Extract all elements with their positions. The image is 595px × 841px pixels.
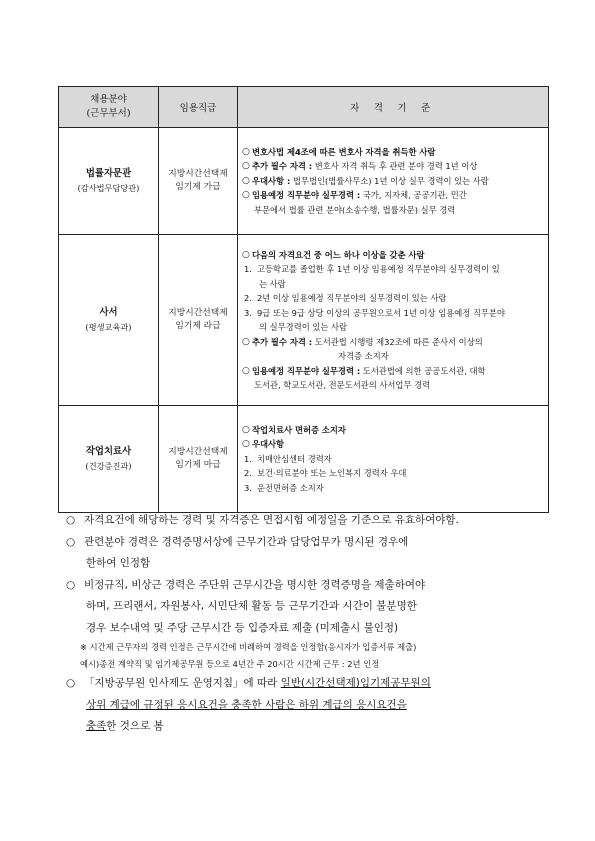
qualification-cell bbox=[238, 235, 549, 406]
table-row bbox=[59, 406, 549, 513]
circle-bullet-icon: ○ bbox=[66, 535, 76, 548]
qualification-item bbox=[242, 188, 546, 203]
numbered-item-continuation: 는 사람 bbox=[259, 278, 286, 289]
qualification-table bbox=[58, 86, 549, 513]
note-text: 자격요건에 해당하는 경력 및 자격증은 면접시험 예정일을 기준으로 유효하여야함. bbox=[84, 514, 459, 526]
qualification-continuation: 부문에서 법률 관련 분야(소송수행, 법률자문) 실무 경력 bbox=[254, 204, 456, 215]
qualification-item bbox=[242, 174, 546, 189]
circle-bullet-icon: ○ bbox=[242, 439, 250, 450]
circle-bullet-icon: ○ bbox=[242, 161, 250, 172]
circle-bullet-icon: ○ bbox=[242, 249, 250, 260]
note-text: 「지방공무원 인사제도 운영지침」에 따라 일반(시간선택제)임기제공무원의 bbox=[84, 677, 431, 689]
table-row bbox=[59, 235, 549, 406]
circle-bullet-icon: ○ bbox=[242, 146, 250, 157]
qualification-text: 임용예정 직무분야 실무경력 : 국가, 지자체, 공공기관, 민간 bbox=[252, 190, 467, 201]
note-text: 비정규직, 비상근 경력은 주단위 근무시간을 명시한 경력증명을 제출하여야 bbox=[84, 578, 426, 591]
table-row bbox=[59, 128, 549, 235]
small-note-line bbox=[80, 639, 556, 656]
note-continuation: 한하여 인정함 bbox=[86, 557, 151, 569]
field-dept: (평생교육과) bbox=[85, 322, 132, 332]
note-text: 관련분야 경력은 경력증명서상에 근무기간과 담당업무가 명시된 경우에 bbox=[84, 535, 409, 548]
qualification-continuation: 자격증 소지자 bbox=[338, 351, 389, 361]
table-header-row bbox=[59, 87, 549, 128]
item-number: 3. bbox=[244, 482, 252, 493]
field-name: 사서 bbox=[99, 307, 118, 318]
small-note-text: 시간제 근무자의 경력 인정은 근무시간에 비례하여 경력을 인정함(응시자가 입증서류 제출) bbox=[89, 642, 417, 652]
field-name: 작업치료사 bbox=[85, 446, 132, 457]
reference-mark: ※ bbox=[80, 642, 87, 652]
header-field-text: 채용분야 (근무부서) bbox=[86, 94, 131, 119]
note-continuation: 상위 계급에 규정된 응시요건을 충족한 사람은 하위 계급의 응시요건을 bbox=[86, 698, 407, 711]
note-continuation: 하며, 프리랜서, 자원봉사, 시민단체 활동 등 근무기간과 시간이 불분명한 bbox=[86, 600, 417, 612]
numbered-item-continuation: 의 실무경력이 있는 사람 bbox=[259, 322, 348, 332]
header-field bbox=[59, 87, 159, 128]
header-qualification bbox=[238, 87, 549, 128]
item-number: 1. bbox=[244, 264, 252, 274]
item-number: 2. bbox=[244, 293, 252, 303]
circle-bullet-icon: ○ bbox=[66, 514, 76, 526]
circle-bullet-icon: ○ bbox=[242, 424, 250, 435]
field-dept: (감사법무담당관) bbox=[77, 183, 140, 193]
numbered-item-text: 치매안심센터 경력자 bbox=[257, 453, 332, 464]
field-cell bbox=[59, 406, 159, 513]
note-item bbox=[66, 673, 556, 695]
item-number: 1. bbox=[244, 453, 252, 464]
numbered-item-text: 보건·의료분야 또는 노인복지 경력자 우대 bbox=[257, 468, 407, 479]
header-qualification-text: 자 격 기 준 bbox=[350, 103, 436, 114]
note-item bbox=[66, 532, 556, 554]
circle-bullet-icon: ○ bbox=[242, 175, 250, 186]
note-item bbox=[66, 575, 556, 597]
numbered-item-text: 운전면허증 소지자 bbox=[257, 482, 324, 493]
position-text: 지방시간선택제 임기제 라급 bbox=[168, 308, 228, 331]
numbered-item-text: 2년 이상 임용예정 직무분야의 실무경력이 있는 사람 bbox=[257, 293, 447, 303]
circle-bullet-icon: ○ bbox=[242, 336, 250, 347]
item-number: 2. bbox=[244, 468, 252, 479]
circle-bullet-icon: ○ bbox=[242, 190, 250, 201]
position-text: 지방시간선택제 임기제 마급 bbox=[168, 447, 228, 470]
qualification-item bbox=[242, 248, 546, 263]
field-cell bbox=[59, 235, 159, 406]
note-item bbox=[66, 510, 556, 532]
item-number: 3. bbox=[244, 307, 252, 318]
qualification-text: 임용예정 직무분야 실무경력 : 도서관법에 의한 공공도서관, 대학 bbox=[252, 365, 486, 376]
qualification-cell bbox=[238, 128, 549, 235]
circle-bullet-icon: ○ bbox=[242, 365, 250, 376]
position-cell bbox=[159, 128, 238, 235]
position-cell bbox=[159, 406, 238, 513]
position-cell bbox=[159, 235, 238, 406]
qualification-text: 변호사법 제4조에 따른 변호사 자격을 취득한 사람 bbox=[252, 146, 436, 157]
numbered-item bbox=[242, 452, 546, 467]
small-note bbox=[66, 639, 556, 673]
qualification-text: 추가 필수 자격 : 변호사 자격 취득 후 관련 분야 경력 1년 이상 bbox=[252, 161, 478, 172]
numbered-item bbox=[242, 306, 546, 321]
note-continuation: 충족한 것으로 봄 bbox=[86, 720, 164, 732]
numbered-item bbox=[242, 291, 546, 306]
qualification-text: 다음의 자격요건 중 어느 하나 이상을 갖춘 사람 bbox=[252, 249, 425, 260]
numbered-item-text: 고등학교를 졸업한 후 1년 이상 임용예정 직무분야의 실무경력이 있 bbox=[257, 264, 500, 274]
qualification-cell bbox=[238, 406, 549, 513]
qualification-item bbox=[242, 145, 546, 160]
numbered-item bbox=[242, 466, 546, 481]
circle-bullet-icon: ○ bbox=[66, 677, 76, 689]
position-text: 지방시간선택제 임기제 가급 bbox=[168, 169, 228, 192]
qualification-text: 작업치료사 면허증 소지자 bbox=[252, 424, 346, 435]
qualification-text: 우대사항 bbox=[252, 439, 285, 450]
numbered-item-text: 9급 또는 9급 상당 이상의 공무원으로서 1년 이상 임용예정 직무분야 bbox=[257, 307, 505, 318]
numbered-item bbox=[242, 262, 546, 277]
small-note-example: 예시)종전 계약직 및 임기제공무원 등으로 4년간 주 20시간 시간제 근무 : 2년 인정 bbox=[80, 659, 380, 669]
qualification-item bbox=[242, 335, 546, 350]
header-position bbox=[159, 87, 238, 128]
note-continuation: 경우 보수내역 및 주당 근무시간 등 입증자료 제출 (미제출시 불인정) bbox=[86, 621, 399, 634]
qualification-item bbox=[242, 159, 546, 174]
field-dept: (건강증진과) bbox=[85, 461, 132, 471]
notes-section bbox=[66, 510, 556, 738]
qualification-item bbox=[242, 423, 546, 438]
circle-bullet-icon: ○ bbox=[66, 578, 76, 591]
notes-list bbox=[66, 510, 556, 639]
qualification-text: 추가 필수 자격 : 도서관법 시행령 제32조에 따른 준사서 이상의 bbox=[252, 336, 483, 347]
field-cell bbox=[59, 128, 159, 235]
field-name: 법률자문관 bbox=[85, 168, 132, 179]
qualification-item bbox=[242, 437, 546, 452]
header-position-text: 임용직급 bbox=[179, 103, 217, 114]
qualification-continuation: 도서관, 학교도서관, 전문도서관의 사서업무 경력 bbox=[254, 380, 431, 390]
qualification-item bbox=[242, 364, 546, 379]
qualification-text: 우대사항 : 법무법인(법률사무소) 1년 이상 실무 경력이 있는 사람 bbox=[252, 175, 489, 186]
small-note-line bbox=[80, 656, 556, 673]
numbered-item bbox=[242, 481, 546, 496]
